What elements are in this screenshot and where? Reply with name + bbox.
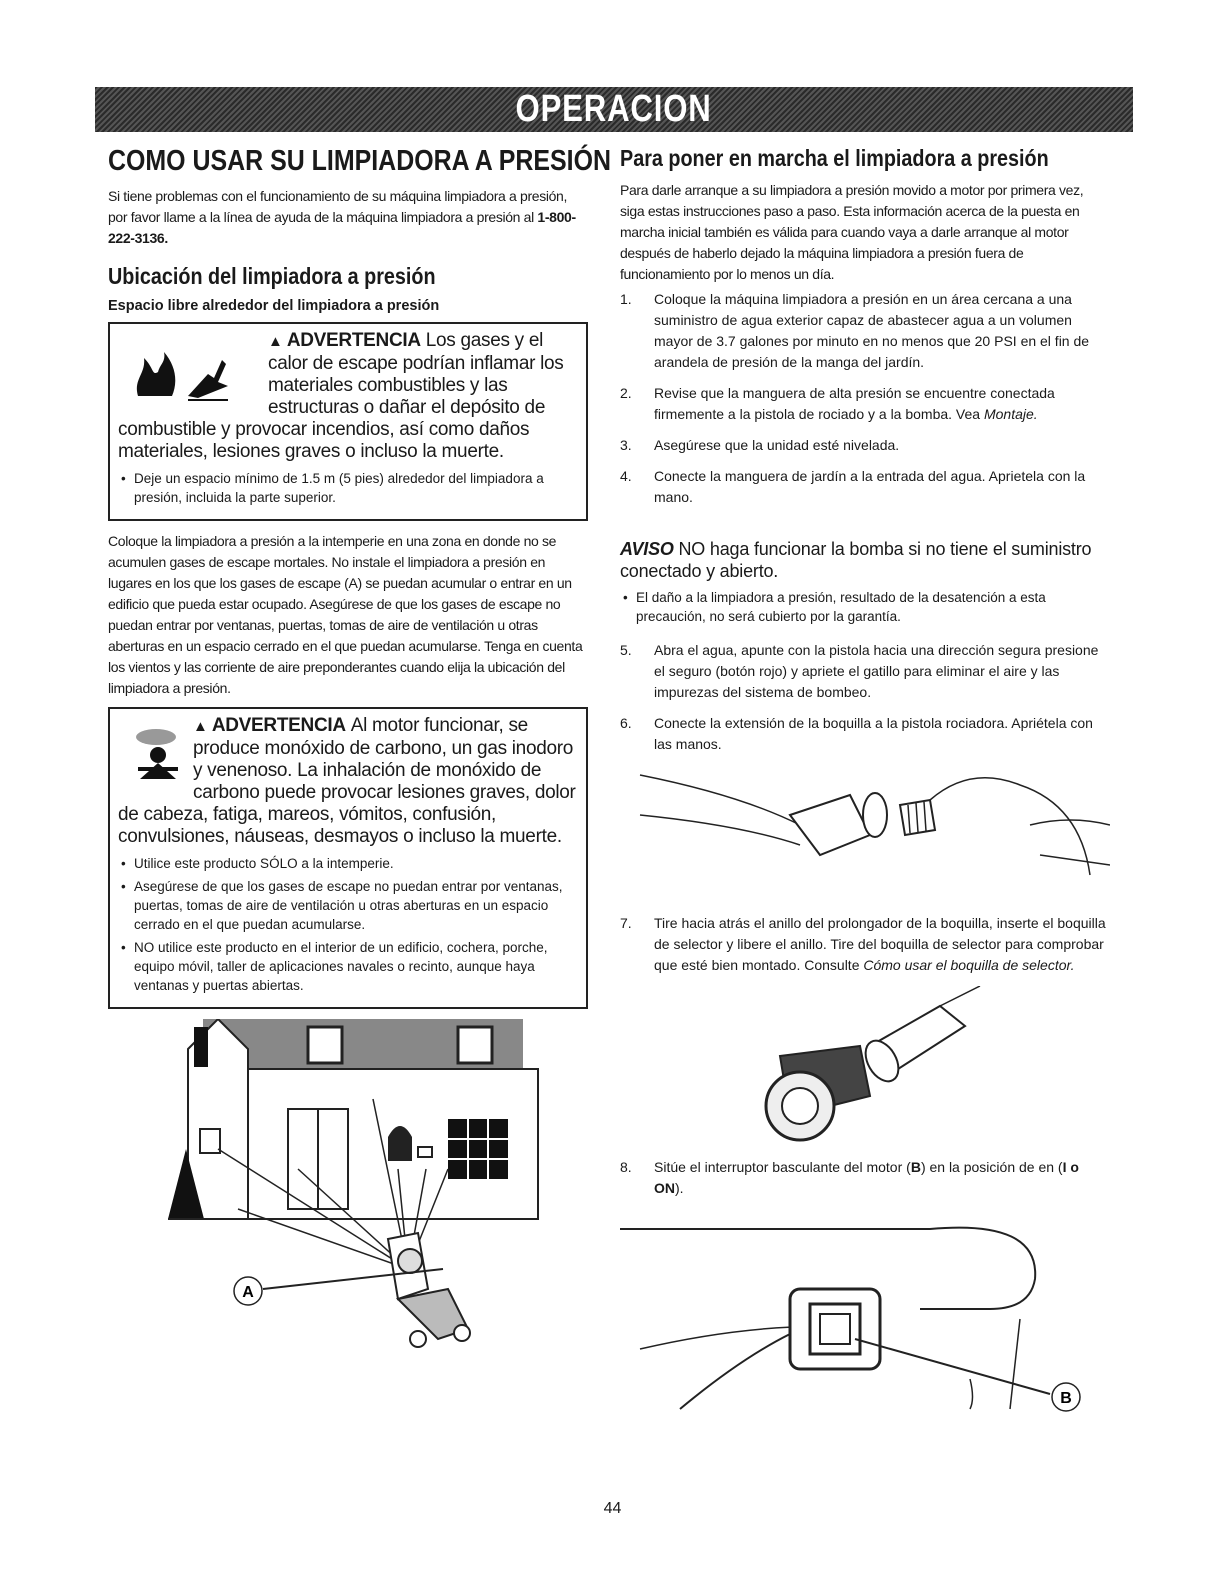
step-text: ) en la posición de en ( [920,1159,1063,1175]
list-item: • NO utilice este producto en el interior de un edificio, cochera, porche, equipo móvil, taller de aplicaciones navales o recinto, aunque haya ventanas y puertas abiertas. [118,938,578,995]
step-item [620,640,1110,703]
step-item [620,466,1110,508]
warning-box-fire [108,322,588,521]
warning-bullets [118,469,578,507]
list-item: • Deje un espacio mínimo de 1.5 m (5 pies) alrededor del limpiadora a presión, incluida la parte superior. [118,469,578,507]
warning-text: Los gases y el calor de escape podrían inflamar los materiales combustibles y las estructuras o dañar el depósito de combustible y provocar incendios, así como daños materiales, lesiones graves o incluso la muerte. [118,330,564,462]
toxic-fumes-icon [118,719,193,789]
step-text: Sitúe el interruptor basculante del motor ( [654,1159,911,1175]
warning-label [268,330,421,351]
subsection-title: Espacio libre alrededor del limpiadora a presión [108,298,440,314]
steps-list-d [620,1157,1110,1199]
step-item [620,1157,1110,1199]
warning-text: Al motor funcionar, se produce monóxido de carbono, un gas inodoro y venenoso. La inhalación de monóxido de carbono puede provocar lesiones graves, dolor de cabeza, fatiga, mareos, vómitos, confusión, convulsiones, náuseas, desmayos o incluso la muerte. [118,715,576,847]
intro-text: Si tiene problemas con el funcionamiento de su máquina limpiadora a presión, por favor llame a la línea de ayuda de la máquina limpiadora a presión al [108,188,568,225]
step-number: 2. [620,385,632,401]
figure-label-a: A [242,1284,254,1301]
intro-paragraph [108,186,588,249]
step-number: 8. [620,1159,632,1175]
steps-list-b [620,640,1110,755]
list-item: • Asegúrese de que los gases de escape no puedan entrar por ventanas, puertas, tomas de aire de ventilación u otras aberturas en un espacio cerrado en el que puedan acumularse. [118,877,578,934]
step-number: 6. [620,715,632,731]
step-number: 3. [620,437,632,453]
page-title: COMO USAR SU LIMPIADORA A PRESIÓN [108,145,611,177]
list-item: • Utilice este producto SÓLO a la intemperie. [118,854,578,873]
step-item [620,435,1110,456]
step-text: Tire hacia atrás el anillo del prolongador de la boquilla, inserte el boquilla de selector y libere el anillo. Tire del boquilla de selector para comprobar que esté bien montado. Consulte [654,915,1106,973]
step-text: Revise que la manguera de alta presión se encuentre conectada firmemente a la pistola de rociado y a la bomba. Vea [654,385,1055,422]
step-item [620,383,1110,425]
step-reference: Montaje. [983,406,1038,422]
step-text: Conecte la manguera de jardín a la entrada del agua. Aprietela con la mano. [654,468,1086,505]
startup-title: Para poner en marcha el limpiadora a presión [620,145,1049,171]
step-number: 4. [620,468,632,484]
step-item [620,913,1110,976]
step-reference: Cómo usar el boquilla de selector. [863,957,1075,973]
step-item [620,289,1110,373]
selector-nozzle-illustration [620,986,1110,1151]
steps-list-c [620,913,1110,976]
phone-number: 1-800-222-3136. [108,209,576,246]
step-number: 1. [620,291,632,307]
startup-intro: Para darle arranque a su limpiadora a presión movido a motor por primera vez, siga estas instrucciones paso a paso. Esta información acerca de la puesta en marcha inicial también es válida para cuando vaya a darle arranque al motor después de haberlo dejado la máquina limpiadora a presión fuera de funcionamiento por lo menos un día. [620,182,1084,282]
right-column [620,145,1110,1419]
warning-lead [118,715,578,848]
fire-hazard-icon [118,334,268,404]
notice-label: AVISO [620,539,674,559]
section-banner [95,87,1133,132]
step-number: 5. [620,642,632,658]
banner-title: OPERACION [515,88,713,130]
step-text: Coloque la máquina limpiadora a presión en un área cercana a una suministro de agua exterior capaz de abastecer agua a un volumen mayor de 3.7 galones por minuto en no menos que 20 PSI en el fin de arandela de presión de la manga del jardín. [654,291,1090,370]
warning-label [193,715,346,736]
step-item [620,713,1110,755]
step-text-bold: I o ON [654,1159,1079,1196]
warning-bullets [118,854,578,995]
notice-text: NO haga funcionar la bomba si no tiene el suministro conectado y abierto. [620,539,1092,581]
step-number: 7. [620,915,632,931]
steps-list-a [620,289,1110,508]
step-text: Abra el agua, apunte con la pistola hacia una dirección segura presione el seguro (botón rojo) y apriete el gatillo para eliminar el aire y las impurezas del sistema de bombeo. [654,642,1099,700]
warning-box-co [108,707,588,1009]
step-text: ). [675,1180,684,1196]
step-text: Conecte la extensión de la boquilla a la pistola rociadora. Apriételа con las manos. [654,715,1093,752]
body-paragraph: Coloque la limpiadora a presión a la intemperie en una zona en donde no se acumulen gases de escape mortales. No instale el limpiadora a presión en lugares en los que los gases de escape (A) se puedan acumular o entrar en un edificio que pueda estar ocupado. Asegúrese de que los gases de escape no puedan entrar por ventanas, puertas, tomas de aire de ventilación u otras aberturas en un espacio cerrado en el que puedan acumularse. Tenga en cuenta los vientos y las corriente de aire preponderantes cuando elija la ubicación del limpiadora a presión. [108,533,583,696]
engine-switch-illustration [620,1209,1110,1419]
left-column [108,145,611,1349]
warning-label-text: ADVERTENCIA [211,715,346,736]
house-exhaust-illustration [108,1019,588,1349]
warning-triangle-icon: ▲ [268,333,283,350]
warning-lead [118,330,578,463]
nozzle-connect-illustration [620,755,1110,905]
warning-triangle-icon: ▲ [193,718,208,735]
page-number: 44 [603,1500,622,1517]
step-text: Asegúrese que la unidad esté nivelada. [654,437,900,453]
warning-label-text: ADVERTENCIA [286,330,421,351]
step-text-bold: B [910,1159,921,1175]
notice [620,538,1110,582]
section-title: Ubicación del limpiadora a presión [108,263,436,289]
notice-bullets [620,588,1110,626]
figure-label-b: B [1060,1390,1072,1407]
list-item: • El daño a la limpiadora a presión, resultado de la desatención a esta precaución, no será cubierto por la garantía. [620,588,1110,626]
